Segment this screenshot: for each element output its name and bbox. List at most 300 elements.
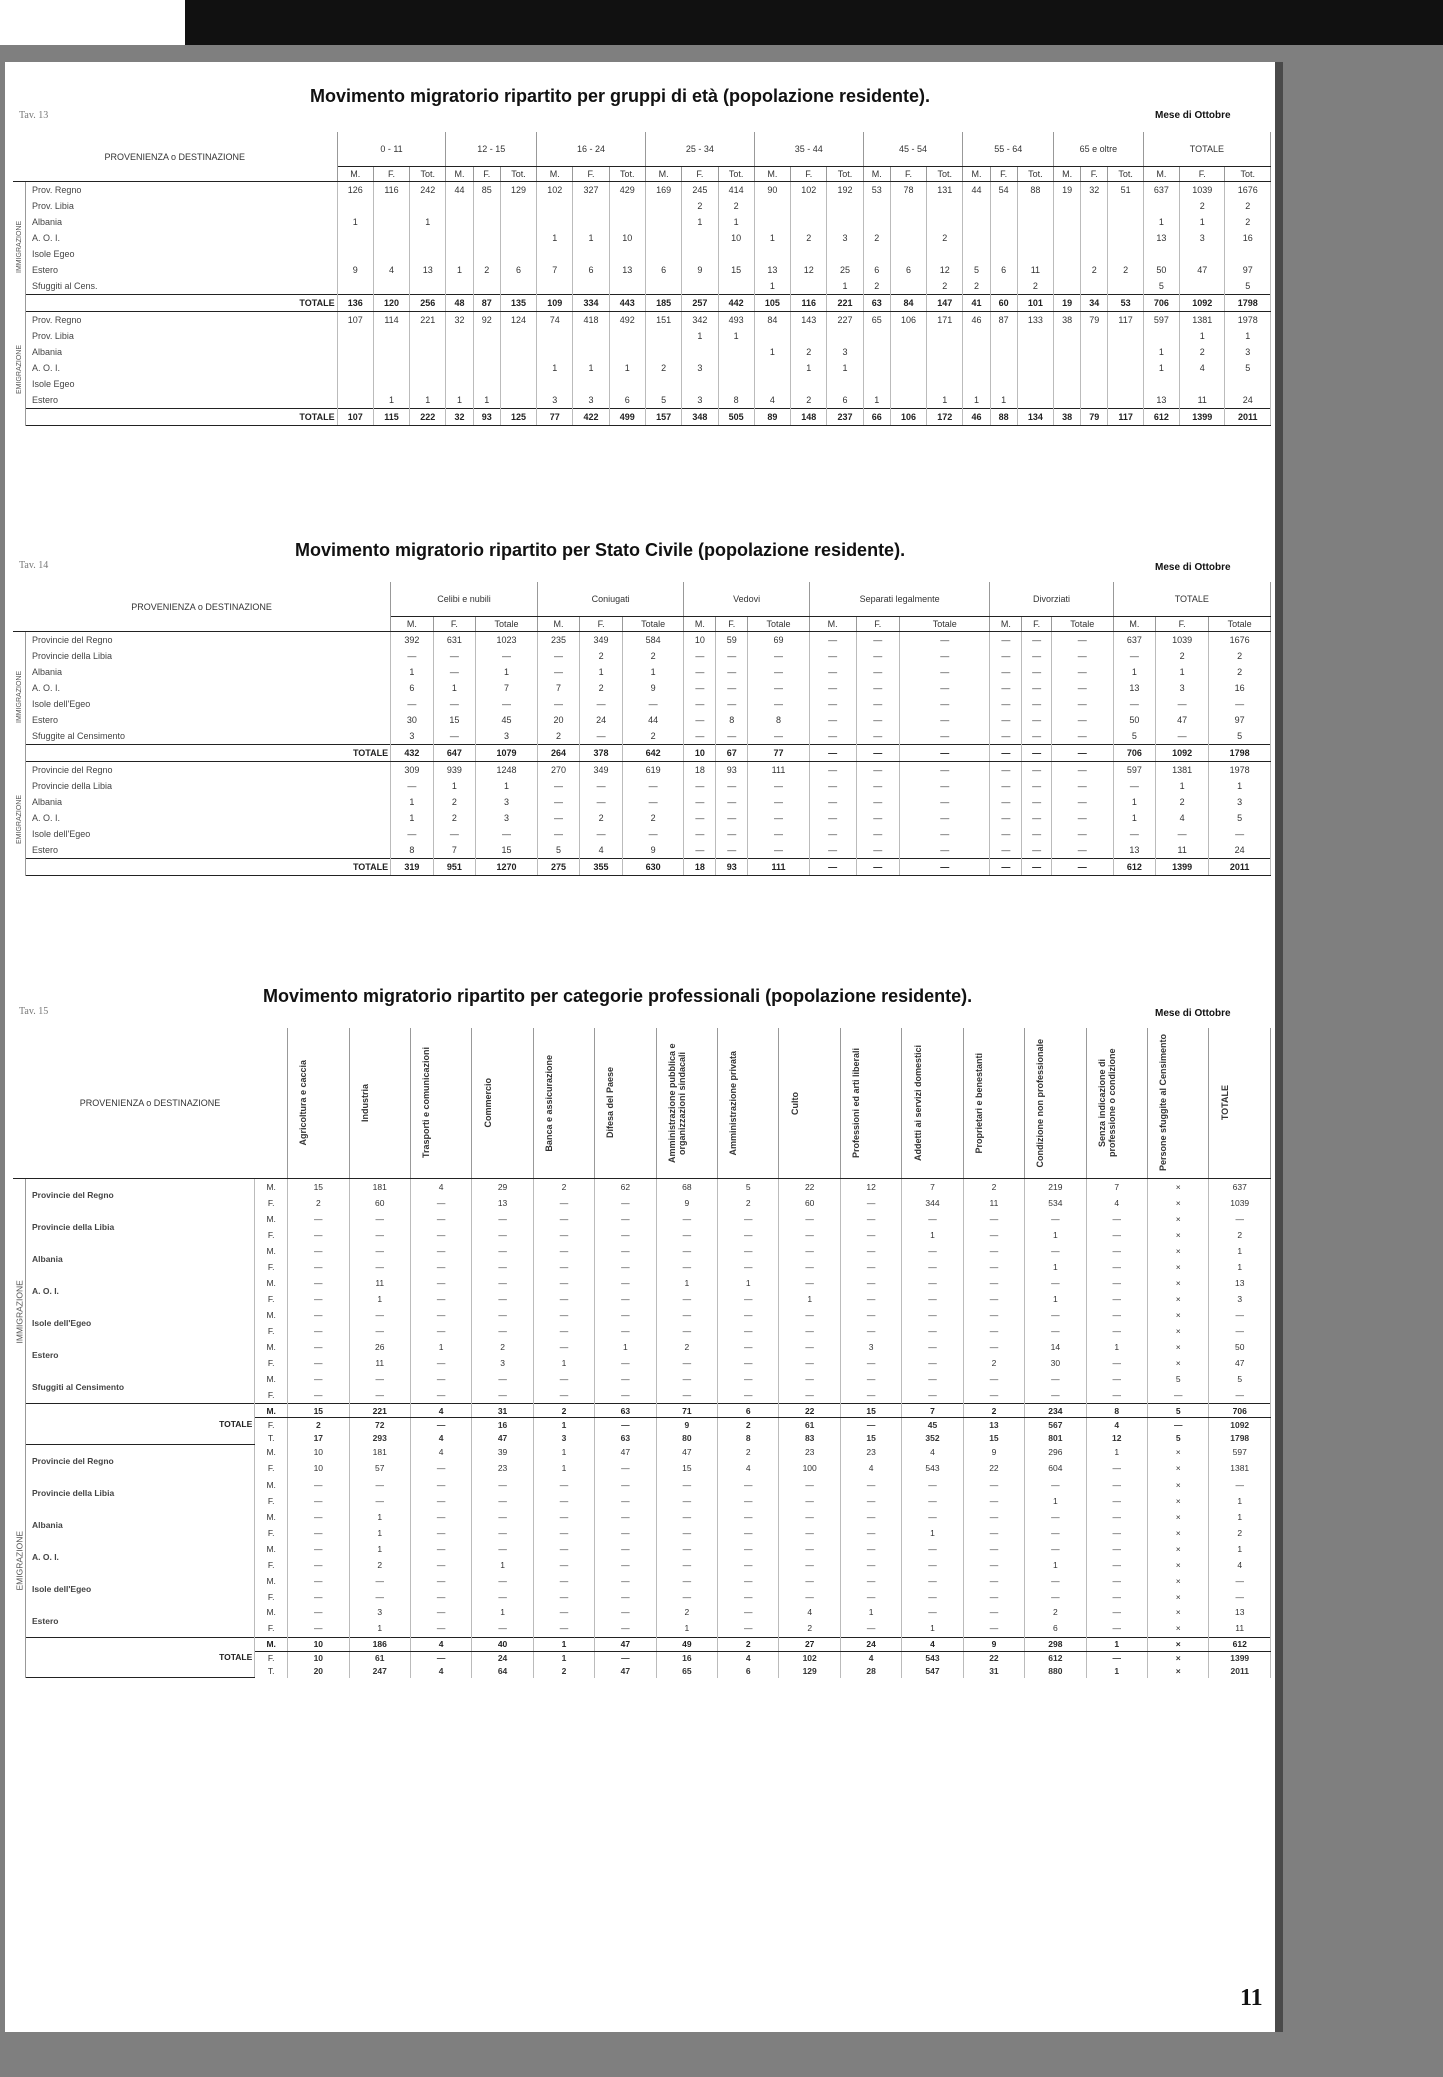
total-cell: 9 xyxy=(963,1637,1024,1651)
cell: 5 xyxy=(1209,728,1271,745)
table-title: Movimento migratorio ripartito per gruppi di età (popolazione residente). xyxy=(310,86,931,106)
total-cell: 422 xyxy=(573,409,609,426)
cell xyxy=(754,246,790,262)
cell: — xyxy=(288,1525,349,1541)
cell xyxy=(827,246,863,262)
cell: 1 xyxy=(1209,1493,1271,1509)
cell: — xyxy=(856,712,900,728)
sub-header: F. xyxy=(1156,617,1209,632)
cell: 1 xyxy=(718,214,754,230)
table-row xyxy=(13,1307,1271,1323)
cell: × xyxy=(1148,1493,1209,1509)
cell: 1 xyxy=(1113,794,1156,810)
cell: 221 xyxy=(410,312,446,329)
cell: 7 xyxy=(537,680,580,696)
sex-label: M. xyxy=(255,1211,288,1227)
cell xyxy=(963,328,990,344)
cell: — xyxy=(472,1525,533,1541)
cell: 1 xyxy=(754,230,790,246)
cell: — xyxy=(410,1323,471,1339)
total-cell: 499 xyxy=(609,409,645,426)
cell: 12 xyxy=(840,1179,901,1196)
cell: — xyxy=(595,1323,656,1339)
cell: 1 xyxy=(1113,810,1156,826)
cell: — xyxy=(840,1195,901,1211)
cell xyxy=(500,328,536,344)
cell: — xyxy=(684,648,716,664)
row-label: Albania xyxy=(26,1243,255,1275)
total-cell: 505 xyxy=(718,409,754,426)
cell: — xyxy=(595,1371,656,1387)
cell: 2 xyxy=(433,794,476,810)
cell: — xyxy=(533,1541,594,1557)
cell: — xyxy=(990,664,1022,680)
total-cell: 34 xyxy=(1081,295,1108,312)
cell: 22 xyxy=(779,1179,840,1196)
cell: — xyxy=(1051,664,1113,680)
cell: 97 xyxy=(1225,262,1271,278)
cell: 1676 xyxy=(1225,182,1271,199)
total-cell: — xyxy=(809,859,856,876)
total-cell: 4 xyxy=(1086,1418,1147,1432)
cell: 10 xyxy=(288,1444,349,1460)
cell: — xyxy=(533,1493,594,1509)
cell: — xyxy=(1022,826,1052,842)
column-header-text: Persone sfuggite al Censimento xyxy=(1158,1034,1169,1172)
cell: 637 xyxy=(1143,182,1179,199)
row-label: A. O. I. xyxy=(26,360,338,376)
cell: 10 xyxy=(288,1460,349,1476)
cell: 6 xyxy=(391,680,434,696)
column-header-text: Proprietari e benestanti xyxy=(973,1052,984,1154)
row-label: Estero xyxy=(26,1605,255,1638)
total-cell: 15 xyxy=(840,1431,901,1444)
cell xyxy=(863,376,890,392)
table-row xyxy=(13,1541,1271,1557)
cell xyxy=(927,360,963,376)
cell: — xyxy=(1051,648,1113,664)
cell: — xyxy=(288,1259,349,1275)
section-label: IMMIGRAZIONE xyxy=(13,632,26,762)
cell: — xyxy=(1209,1323,1271,1339)
cell xyxy=(645,246,681,262)
cell: — xyxy=(748,810,810,826)
cell: — xyxy=(718,1259,779,1275)
cell: — xyxy=(533,1573,594,1589)
row-label: Albania xyxy=(26,794,391,810)
cell: × xyxy=(1148,1620,1209,1637)
cell xyxy=(500,278,536,295)
cell: — xyxy=(656,1211,717,1227)
cell: — xyxy=(716,778,748,794)
cell: — xyxy=(410,1355,471,1371)
cell: 1 xyxy=(927,392,963,409)
cell xyxy=(863,360,890,376)
total-cell: 7 xyxy=(902,1404,963,1418)
cell: — xyxy=(472,1573,533,1589)
cell xyxy=(573,214,609,230)
column-header-text: Addetti ai servizi domestici xyxy=(912,1044,923,1162)
total-cell: 172 xyxy=(927,409,963,426)
cell xyxy=(754,328,790,344)
cell: 2 xyxy=(1156,794,1209,810)
total-cell: 5 xyxy=(1148,1404,1209,1418)
cell xyxy=(990,198,1017,214)
cell: 534 xyxy=(1025,1195,1086,1211)
total-cell: 1798 xyxy=(1209,1431,1271,1444)
cell: — xyxy=(990,712,1022,728)
cell: 4 xyxy=(779,1605,840,1621)
cell: — xyxy=(963,1227,1024,1243)
cell xyxy=(1081,328,1108,344)
total-cell: 1798 xyxy=(1225,295,1271,312)
cell: 2 xyxy=(472,1339,533,1355)
total-label: TOTALE xyxy=(26,1637,255,1678)
total-cell: 31 xyxy=(472,1404,533,1418)
cell: 3 xyxy=(472,1355,533,1371)
table-row xyxy=(13,1444,1271,1460)
total-cell: 9 xyxy=(656,1418,717,1432)
cell: × xyxy=(1148,1195,1209,1211)
sub-header: Tot. xyxy=(1108,167,1143,182)
cell: — xyxy=(716,648,748,664)
cell: — xyxy=(840,1371,901,1387)
section-label: EMIGRAZIONE xyxy=(13,1444,26,1678)
cell: — xyxy=(990,680,1022,696)
cell: — xyxy=(595,1243,656,1259)
total-cell: 72 xyxy=(349,1418,410,1432)
cell: — xyxy=(410,1460,471,1476)
sex-label: F. xyxy=(255,1493,288,1509)
cell: × xyxy=(1148,1339,1209,1355)
column-header xyxy=(902,1028,963,1179)
sub-header: Tot. xyxy=(927,167,963,182)
cell: — xyxy=(656,1291,717,1307)
cell: 1 xyxy=(533,1444,594,1460)
cell: 50 xyxy=(1113,712,1156,728)
total-cell: 264 xyxy=(537,745,580,762)
cell: — xyxy=(716,680,748,696)
cell: 50 xyxy=(1209,1339,1271,1355)
cell xyxy=(473,328,500,344)
total-cell: 16 xyxy=(472,1418,533,1432)
cell xyxy=(754,198,790,214)
cell xyxy=(645,198,681,214)
section-label: IMMIGRAZIONE xyxy=(13,1179,26,1445)
page-number: 11 xyxy=(1240,1985,1263,2011)
total-cell: 45 xyxy=(902,1418,963,1432)
total-cell: 17 xyxy=(288,1431,349,1444)
cell: — xyxy=(1086,1227,1147,1243)
cell: — xyxy=(433,696,476,712)
sex-label: T. xyxy=(255,1665,288,1678)
cell: 1 xyxy=(1180,214,1225,230)
cell: — xyxy=(533,1589,594,1605)
cell: — xyxy=(779,1307,840,1323)
sex-label: F. xyxy=(255,1259,288,1275)
total-cell: 612 xyxy=(1113,859,1156,876)
total-cell: 256 xyxy=(410,295,446,312)
cell: — xyxy=(902,1371,963,1387)
total-cell: 101 xyxy=(1017,295,1053,312)
cell xyxy=(537,376,573,392)
cell: 45 xyxy=(476,712,538,728)
table-row xyxy=(13,794,1271,810)
cell xyxy=(1081,246,1108,262)
cell: — xyxy=(656,1525,717,1541)
cell: — xyxy=(349,1493,410,1509)
cell: — xyxy=(288,1509,349,1525)
cell: — xyxy=(1086,1493,1147,1509)
cell xyxy=(718,376,754,392)
cell: — xyxy=(900,826,990,842)
cell: 15 xyxy=(288,1179,349,1196)
table-row xyxy=(13,1339,1271,1355)
cell: 2 xyxy=(718,1444,779,1460)
total-cell: 117 xyxy=(1108,409,1143,426)
cell: — xyxy=(288,1243,349,1259)
total-cell: 647 xyxy=(433,745,476,762)
cell: 87 xyxy=(990,312,1017,329)
cell: 2 xyxy=(433,810,476,826)
cell: 9 xyxy=(622,842,684,859)
cell: — xyxy=(840,1243,901,1259)
cell xyxy=(609,198,645,214)
cell xyxy=(718,360,754,376)
sub-header: F. xyxy=(473,167,500,182)
cell: 19 xyxy=(1054,182,1081,199)
cell: — xyxy=(1022,794,1052,810)
cell: 5 xyxy=(1148,1371,1209,1387)
total-cell: 148 xyxy=(791,409,827,426)
cell xyxy=(1180,376,1225,392)
cell: — xyxy=(288,1307,349,1323)
cell: — xyxy=(1209,1589,1271,1605)
cell xyxy=(337,360,373,376)
row-label: Isole dell'Egeo xyxy=(26,826,391,842)
cell: — xyxy=(779,1227,840,1243)
cell xyxy=(645,214,681,230)
cell: 492 xyxy=(609,312,645,329)
cell xyxy=(500,392,536,409)
cell: — xyxy=(1051,778,1113,794)
cell xyxy=(446,230,473,246)
table-row xyxy=(13,262,1271,278)
cell: — xyxy=(718,1525,779,1541)
sub-header: M. xyxy=(446,167,473,182)
cell: — xyxy=(809,680,856,696)
cell: 4 xyxy=(902,1444,963,1460)
row-label: Provincie del Regno xyxy=(26,762,391,779)
cell: 3 xyxy=(1180,230,1225,246)
cell: 88 xyxy=(1017,182,1053,199)
cell: — xyxy=(1022,680,1052,696)
cell: 5 xyxy=(1225,278,1271,295)
cell: — xyxy=(1148,1387,1209,1404)
cell: — xyxy=(1022,762,1052,779)
cell: 13 xyxy=(1209,1275,1271,1291)
cell: 4 xyxy=(1180,360,1225,376)
cell: 637 xyxy=(1113,632,1156,649)
cell: 296 xyxy=(1025,1444,1086,1460)
cell: 57 xyxy=(349,1460,410,1476)
cell: — xyxy=(990,762,1022,779)
total-cell: — xyxy=(840,1418,901,1432)
sub-header: Totale xyxy=(748,617,810,632)
cell xyxy=(927,214,963,230)
total-cell: 63 xyxy=(595,1404,656,1418)
sub-header: M. xyxy=(809,617,856,632)
row-label: Albania xyxy=(26,214,338,230)
column-header xyxy=(533,1028,594,1179)
row-label: Estero xyxy=(26,1339,255,1371)
group-header: Vedovi xyxy=(684,582,809,617)
cell: 4 xyxy=(373,262,409,278)
sub-header: Totale xyxy=(622,617,684,632)
cell: 1 xyxy=(718,328,754,344)
cell: 1 xyxy=(533,1355,594,1371)
cell: 3 xyxy=(682,392,718,409)
cell: 9 xyxy=(622,680,684,696)
cell: 2 xyxy=(1209,1525,1271,1541)
cell: — xyxy=(990,794,1022,810)
total-cell: 5 xyxy=(1148,1431,1209,1444)
cell: — xyxy=(656,1509,717,1525)
cell: — xyxy=(963,1620,1024,1637)
cell: — xyxy=(809,632,856,649)
cell: — xyxy=(1086,1620,1147,1637)
cell: 8 xyxy=(718,392,754,409)
cell: — xyxy=(1025,1387,1086,1404)
total-cell: 107 xyxy=(337,409,373,426)
total-cell: 24 xyxy=(840,1637,901,1651)
cell: 32 xyxy=(446,312,473,329)
row-label: Sfuggite al Censimento xyxy=(26,728,391,745)
total-cell: — xyxy=(595,1651,656,1665)
cell: — xyxy=(963,1243,1024,1259)
scan-top-notch xyxy=(0,0,185,45)
cell: — xyxy=(410,1493,471,1509)
cell xyxy=(1143,328,1179,344)
cell xyxy=(609,376,645,392)
total-cell: 352 xyxy=(902,1431,963,1444)
cell: 5 xyxy=(963,262,990,278)
cell: — xyxy=(349,1323,410,1339)
cell: 107 xyxy=(337,312,373,329)
cell: 2 xyxy=(656,1339,717,1355)
cell: — xyxy=(856,810,900,826)
sex-label: F. xyxy=(255,1195,288,1211)
total-cell: 442 xyxy=(718,295,754,312)
cell: 26 xyxy=(349,1339,410,1355)
sex-label: M. xyxy=(255,1541,288,1557)
cell: 342 xyxy=(682,312,718,329)
cell: 2 xyxy=(1108,262,1143,278)
cell: — xyxy=(391,778,434,794)
cell: — xyxy=(533,1605,594,1621)
cell: — xyxy=(809,826,856,842)
sub-header: F. xyxy=(580,617,623,632)
total-cell: 15 xyxy=(840,1404,901,1418)
column-header-text: Banca e assicurazione xyxy=(543,1054,554,1152)
total-cell: 6 xyxy=(718,1665,779,1678)
cell xyxy=(963,198,990,214)
table-row xyxy=(13,1275,1271,1291)
cell: 6 xyxy=(500,262,536,278)
cell: — xyxy=(391,696,434,712)
row-label: Isole Egeo xyxy=(26,376,338,392)
cell: 78 xyxy=(890,182,926,199)
cell xyxy=(1081,376,1108,392)
cell xyxy=(446,246,473,262)
cell: × xyxy=(1148,1444,1209,1460)
total-cell: 706 xyxy=(1143,295,1179,312)
cell: × xyxy=(1148,1525,1209,1541)
cell: 10 xyxy=(609,230,645,246)
total-cell: 8 xyxy=(718,1431,779,1444)
cell: 1 xyxy=(373,392,409,409)
cell: — xyxy=(1022,728,1052,745)
sub-header: M. xyxy=(990,617,1022,632)
cell: × xyxy=(1148,1477,1209,1493)
cell: — xyxy=(472,1387,533,1404)
cell: — xyxy=(902,1387,963,1404)
cell: 1 xyxy=(391,794,434,810)
sub-header: F. xyxy=(890,167,926,182)
cell xyxy=(754,214,790,230)
cell: — xyxy=(1051,794,1113,810)
cell: — xyxy=(410,1259,471,1275)
sub-header: M. xyxy=(963,167,990,182)
cell xyxy=(890,246,926,262)
cell: 1 xyxy=(840,1605,901,1621)
cell: — xyxy=(656,1355,717,1371)
cell: 11 xyxy=(349,1275,410,1291)
cell: 1 xyxy=(410,1339,471,1355)
table-row xyxy=(13,392,1271,409)
age-group-table xyxy=(13,132,1271,426)
cell: — xyxy=(809,842,856,859)
cell xyxy=(446,278,473,295)
total-cell: 185 xyxy=(645,295,681,312)
cell xyxy=(446,376,473,392)
cell: — xyxy=(856,826,900,842)
cell: — xyxy=(963,1211,1024,1227)
cell: — xyxy=(1025,1525,1086,1541)
row-label: A. O. I. xyxy=(26,230,338,246)
cell: — xyxy=(622,794,684,810)
cell xyxy=(1180,246,1225,262)
cell xyxy=(473,214,500,230)
cell: 3 xyxy=(827,230,863,246)
total-cell: 106 xyxy=(890,409,926,426)
table-month: Mese di Ottobre xyxy=(1155,562,1231,573)
table-title: Movimento migratorio ripartito per categorie professionali (popolazione residente). xyxy=(263,986,973,1006)
cell xyxy=(718,344,754,360)
cell: — xyxy=(349,1589,410,1605)
sub-header: F. xyxy=(373,167,409,182)
cell: × xyxy=(1148,1323,1209,1339)
cell: × xyxy=(1148,1589,1209,1605)
cell xyxy=(890,360,926,376)
cell: 6 xyxy=(990,262,1017,278)
cell: 23 xyxy=(779,1444,840,1460)
cell: — xyxy=(840,1620,901,1637)
cell: 1676 xyxy=(1209,632,1271,649)
cell xyxy=(791,214,827,230)
group-header: 35 - 44 xyxy=(754,132,863,167)
sub-header: M. xyxy=(537,617,580,632)
